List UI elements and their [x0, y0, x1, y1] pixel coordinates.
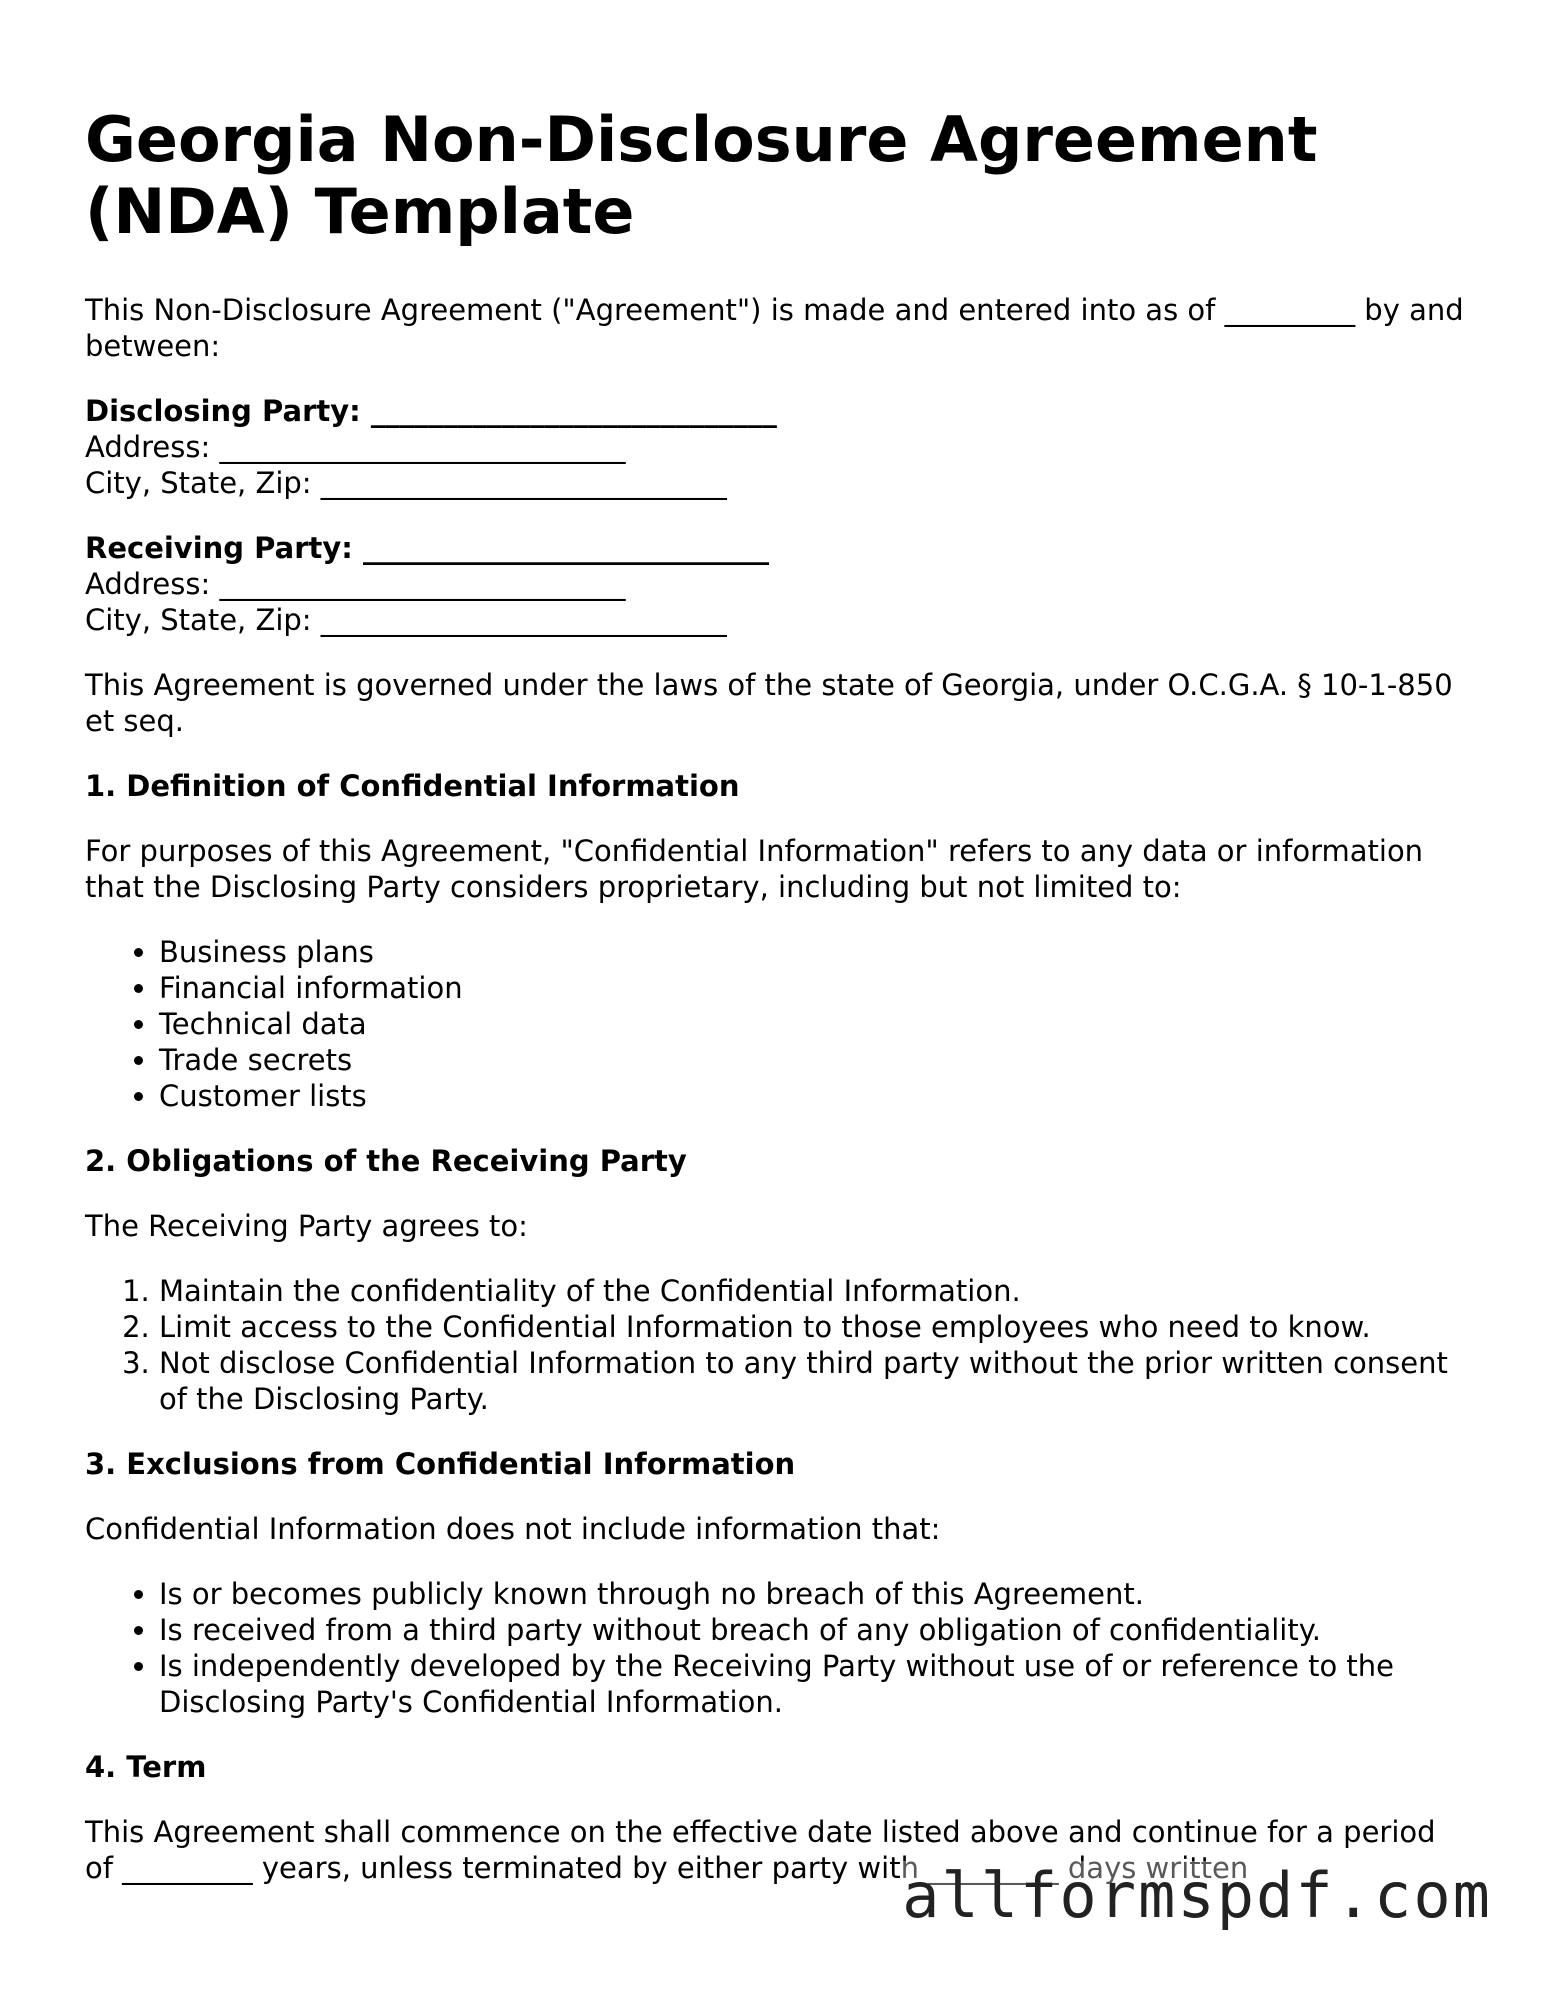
receiving-party-label: Receiving Party:	[85, 531, 363, 565]
disclosing-party-block	[85, 393, 1465, 501]
list-item: • Is independently developed by the Receiving Party without use of or reference to the Disclosing Party's Confidential Information.	[159, 1648, 1465, 1720]
governing-law-paragraph: This Agreement is governed under the laws of the state of Georgia, under O.C.G.A. § 10-1-850 et seq.	[85, 668, 1453, 738]
section-heading: 2. Obligations of the Receiving Party	[85, 1144, 687, 1178]
list-item: 3. Not disclose Confidential Information to any third party without the prior written consent of the Disclosing Party.	[159, 1345, 1465, 1417]
intro-paragraph: This Non-Disclosure Agreement ("Agreement") is made and entered into as of _________ by and between:	[85, 293, 1464, 363]
disclosing-party-name-blank: ____________________________	[370, 394, 777, 428]
list-item: • Customer lists	[159, 1078, 1465, 1114]
list-item: • Technical data	[159, 1006, 1465, 1042]
list-item: 2. Limit access to the Confidential Information to those employees who need to know.	[159, 1309, 1465, 1345]
bullet-list	[85, 1576, 1465, 1720]
section-heading: 3. Exclusions from Confidential Information	[85, 1447, 796, 1481]
disclosing-party-label: Disclosing Party:	[85, 394, 371, 428]
section-body: This Agreement shall commence on the effective date listed above and continue for a period of _________ years, unless terminated by either party with _________ days written	[85, 1815, 1436, 1885]
disclosing-party-address: Address: ____________________________	[85, 430, 626, 464]
list-item: • Financial information	[159, 970, 1465, 1006]
receiving-party-line	[85, 530, 1465, 566]
document-title: Georgia Non-Disclosure Agreement (NDA) Template	[85, 103, 1318, 248]
disclosing-party-city: City, State, Zip: ____________________________	[85, 466, 727, 500]
receiving-party-city: City, State, Zip: ____________________________	[85, 603, 727, 637]
section-body: Confidential Information does not include information that:	[85, 1512, 941, 1546]
receiving-party-block	[85, 530, 1465, 638]
list-item: • Is received from a third party without breach of any obligation of confidentiality.	[159, 1612, 1465, 1648]
list-item: • Is or becomes publicly known through no breach of this Agreement.	[159, 1576, 1465, 1612]
receiving-party-name-blank: ____________________________	[362, 531, 769, 565]
section-body: For purposes of this Agreement, "Confidential Information" refers to any data or information that the Disclosing Party considers proprietary, including but not limited to:	[85, 834, 1424, 904]
list-item: 1. Maintain the confidentiality of the Confidential Information.	[159, 1273, 1465, 1309]
receiving-party-address: Address: ____________________________	[85, 567, 626, 601]
list-item: • Trade secrets	[159, 1042, 1465, 1078]
disclosing-party-line	[85, 393, 1465, 429]
section-heading: 1. Definition of Confidential Information	[85, 769, 740, 803]
list-item: • Business plans	[159, 934, 1465, 970]
section-heading: 4. Term	[85, 1750, 207, 1784]
bullet-list	[85, 934, 1465, 1114]
document-page	[85, 104, 1465, 1915]
numbered-list	[85, 1273, 1465, 1417]
watermark-logo: allformspdf.com	[902, 1859, 1492, 1932]
section-body: The Receiving Party agrees to:	[85, 1209, 528, 1243]
